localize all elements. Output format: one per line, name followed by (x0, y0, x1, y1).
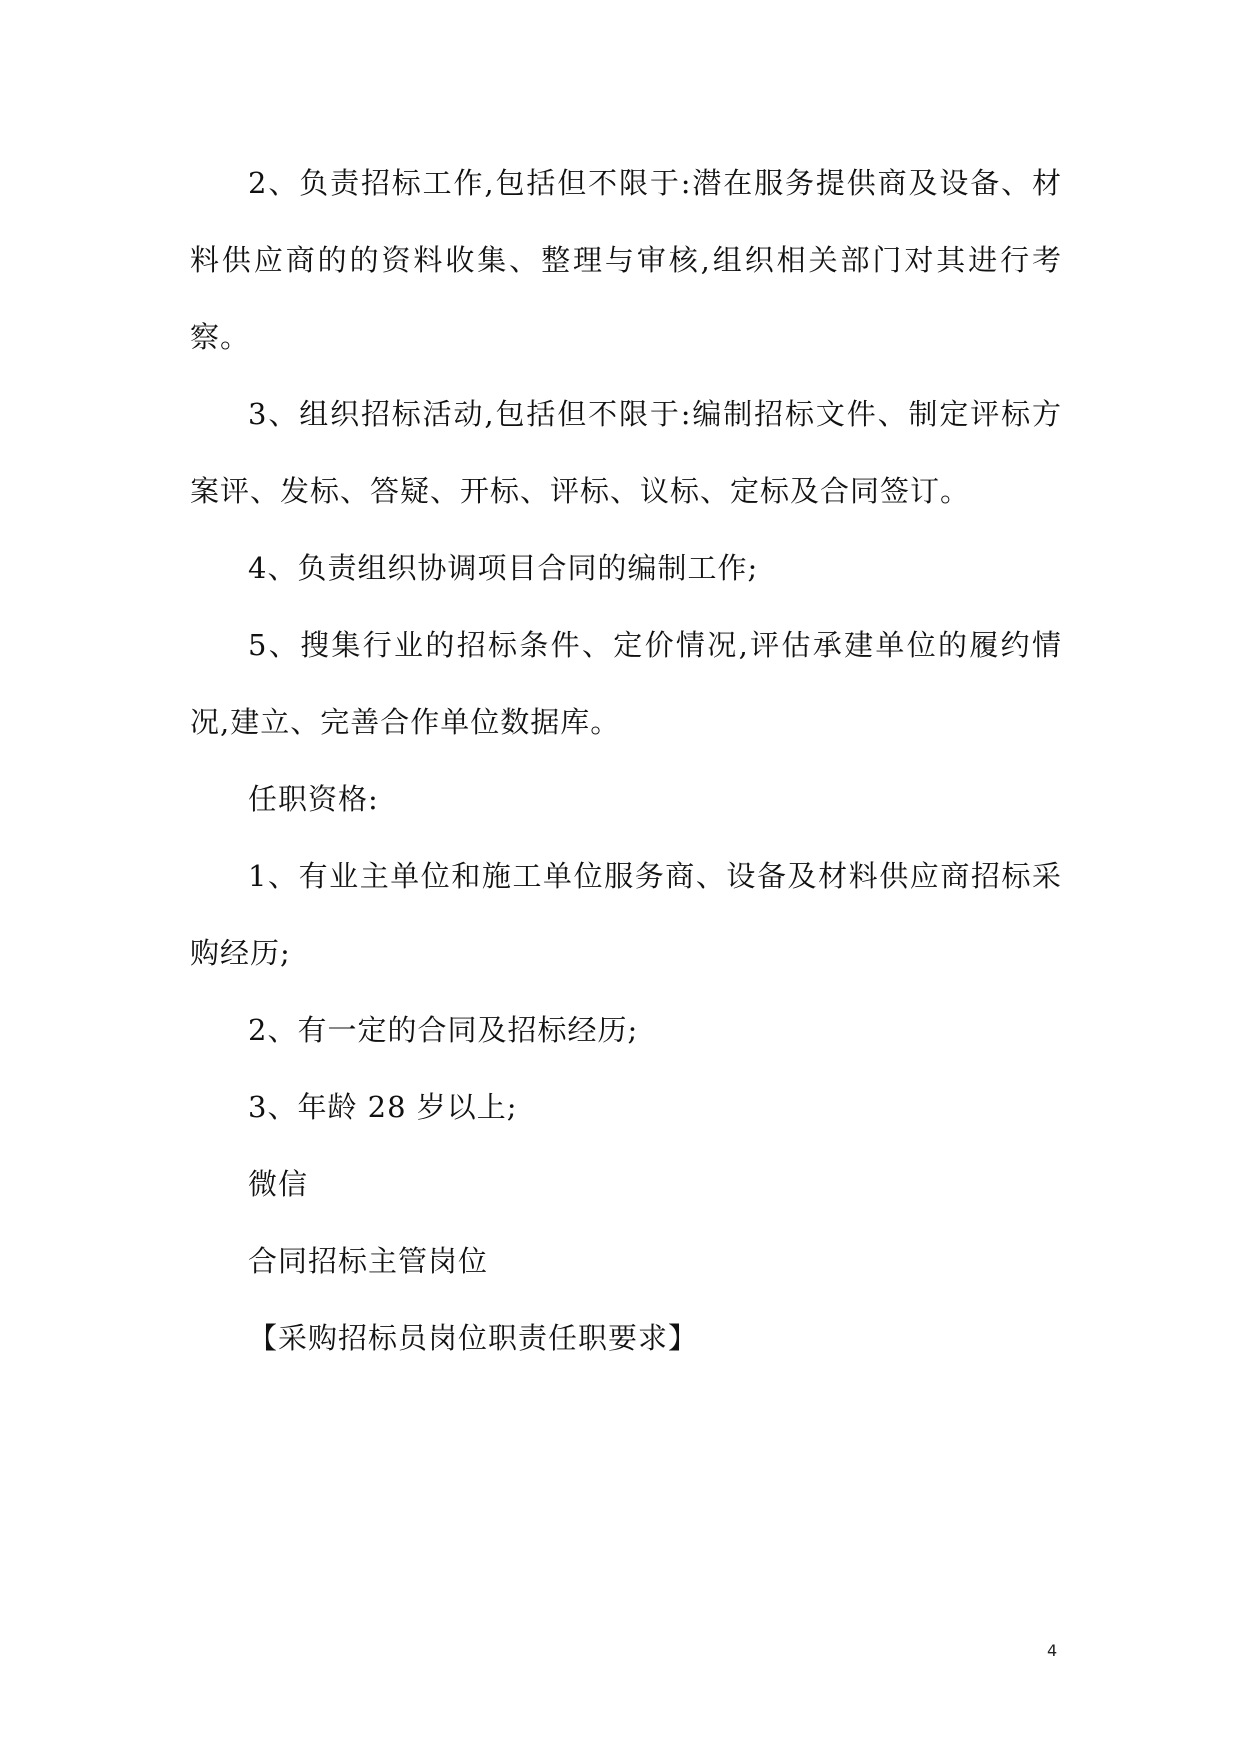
paragraph-duty-4: 4、负责组织协调项目合同的编制工作; (248, 551, 759, 585)
document-body (190, 145, 1062, 1377)
page-number: 4 (1047, 1641, 1058, 1660)
paragraph-qualification-2: 2、有一定的合同及招标经历; (248, 1013, 639, 1047)
section-heading-qualifications: 任职资格: (248, 782, 379, 816)
paragraph-qualification-1: 1、有业主单位和施工单位服务商、设备及材料供应商招标采购经历; (190, 859, 1062, 970)
paragraph-wechat: 微信 (248, 1167, 309, 1201)
paragraph-position-title: 合同招标主管岗位 (248, 1244, 489, 1278)
paragraph-qualification-3: 3、年龄 28 岁以上; (248, 1090, 518, 1124)
paragraph-duty-2: 2、负责招标工作,包括但不限于:潜在服务提供商及设备、材料供应商的的资料收集、整理与审核,组织相关部门对其进行考察。 (190, 166, 1062, 354)
paragraph-document-title: 【采购招标员岗位职责任职要求】 (248, 1321, 699, 1355)
paragraph-duty-5: 5、搜集行业的招标条件、定价情况,评估承建单位的履约情况,建立、完善合作单位数据库。 (190, 628, 1062, 739)
paragraph-duty-3: 3、组织招标活动,包括但不限于:编制招标文件、制定评标方案评、发标、答疑、开标、评标、议标、定标及合同签订。 (190, 397, 1062, 508)
